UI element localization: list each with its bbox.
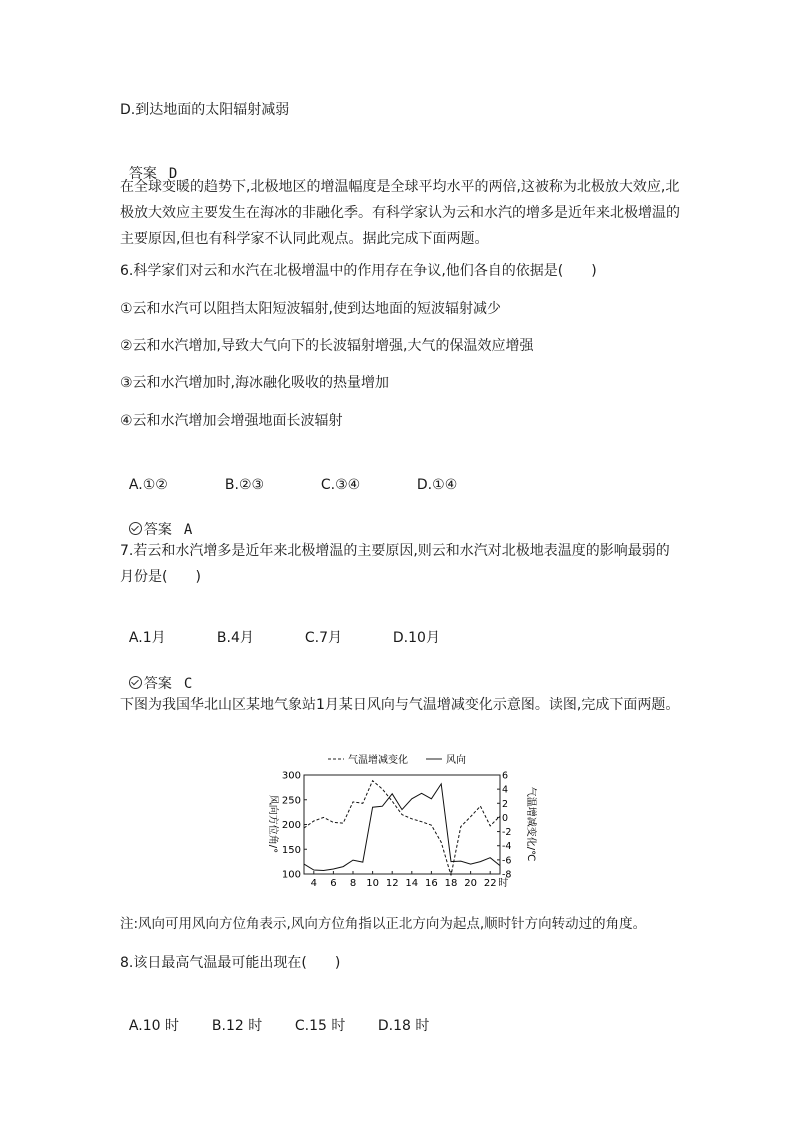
- passage-2: 下图为我国华北山区某地气象站1月某日风向与气温增减变化示意图。读图,完成下面两题。: [120, 697, 680, 713]
- chart-svg: [260, 750, 536, 898]
- q7-option-c: C.7月: [304, 630, 343, 646]
- x-tick-label: 4: [310, 878, 317, 889]
- q7-option-a: A.1月: [128, 630, 166, 646]
- y-left-tick-label: 200: [281, 820, 301, 831]
- legend-label-wind: 风向: [446, 755, 466, 766]
- legend-label-temp: 气温增减变化: [348, 755, 408, 766]
- check-icon: [129, 522, 142, 535]
- x-tick-label: 22: [483, 878, 497, 889]
- check-icon: [129, 676, 142, 689]
- q5-option-d: D.到达地面的太阳辐射减弱: [120, 102, 290, 118]
- q8-option-d: D.18 时: [377, 1018, 430, 1034]
- y-left-tick-label: 250: [281, 795, 301, 807]
- x-unit-label: 时: [498, 878, 509, 889]
- q6-option-d: D.①④: [416, 477, 458, 493]
- series-wind-direction-line: [304, 784, 500, 871]
- y-left-tick-label: 100: [281, 869, 301, 881]
- y-right-label: 气温增减变化/℃: [525, 786, 536, 862]
- q6-stem: 6.科学家们对云和水汽在北极增温中的作用存在争议,他们各自的依据是( ): [120, 263, 597, 279]
- q7-answer: [120, 645, 680, 697]
- x-tick-label: 14: [405, 878, 419, 889]
- q6-statement-4: ④云和水汽增加会增强地面长波辐射: [120, 413, 343, 429]
- x-tick-label: 20: [464, 878, 477, 889]
- y-left-label: 风向方位角/°: [267, 794, 278, 854]
- answer-label: 答案: [143, 676, 172, 692]
- x-tick-label: 10: [366, 878, 379, 889]
- x-tick-label: 12: [385, 878, 399, 889]
- y-right-tick-label: 6: [502, 770, 509, 782]
- q8-options: [120, 987, 680, 1039]
- plot-frame: [304, 775, 500, 874]
- chart-legend: [328, 753, 466, 766]
- q6-statement-3: ③云和水汽增加时,海冰融化吸收的热量增加: [120, 375, 389, 391]
- series-temperature-change-line: [304, 781, 500, 876]
- q6-statement-1: ①云和水汽可以阻挡太阳短波辐射,使到达地面的短波辐射减少: [120, 301, 501, 317]
- chart-note: 注:风向可用风向方位角表示,风向方位角指以正北方向为起点,顺时针方向转动过的角度。: [120, 916, 647, 932]
- q7-stem: 7.若云和水汽增多是近年来北极增温的主要原因,则云和水汽对北极地表温度的影响最弱的月份是( ): [120, 543, 670, 585]
- x-tick-label: 6: [330, 878, 337, 889]
- q6-option-c: C.③④: [320, 477, 361, 493]
- q7-option-b: B.4月: [216, 630, 254, 646]
- q8-stem: 8.该日最高气温最可能出现在( ): [120, 955, 341, 971]
- q7-options: [120, 599, 680, 651]
- answer-value: A: [183, 522, 193, 538]
- q6-option-a: A.①②: [128, 477, 168, 493]
- answer-label: 答案: [128, 166, 157, 182]
- chart: [260, 750, 536, 898]
- x-tick-label: 18: [444, 878, 458, 889]
- answer-value: D: [168, 166, 178, 182]
- q8-option-a: A.10 时: [128, 1018, 179, 1034]
- q6-answer: [120, 491, 680, 543]
- y-right-tick-label: -8: [502, 869, 512, 881]
- q8-option-b: B.12 时: [211, 1018, 263, 1034]
- y-right-tick-label: 0: [502, 812, 509, 824]
- q6-option-b: B.②③: [224, 477, 265, 493]
- answer-value: C: [183, 676, 193, 692]
- q7-option-d: D.10月: [392, 630, 440, 646]
- y-left-tick-label: 300: [281, 770, 301, 782]
- x-tick-label: 16: [425, 878, 438, 889]
- y-right-tick-label: -2: [502, 827, 512, 839]
- y-left-tick-label: 150: [281, 844, 301, 856]
- answer-label: 答案: [143, 522, 172, 538]
- q6-statement-2: ②云和水汽增加,导致大气向下的长波辐射增强,大气的保温效应增强: [120, 338, 534, 354]
- y-right-tick-label: 2: [502, 798, 509, 810]
- x-tick-label: 8: [349, 878, 357, 889]
- y-right-tick-label: 4: [502, 784, 509, 796]
- passage-1: 在全球变暖的趋势下,北极地区的增温幅度是全球平均水平的两倍,这被称为北极放大效应,北极放大效应主要发生在海冰的非融化季。有科学家认为云和水汽的增多是近年来北极增温的主要原因,但也有科学家不认同此观点。据此完成下面两题。: [120, 179, 680, 247]
- y-right-tick-label: -4: [502, 841, 512, 853]
- q8-option-c: C.15 时: [294, 1018, 346, 1034]
- y-right-tick-label: -6: [502, 855, 512, 867]
